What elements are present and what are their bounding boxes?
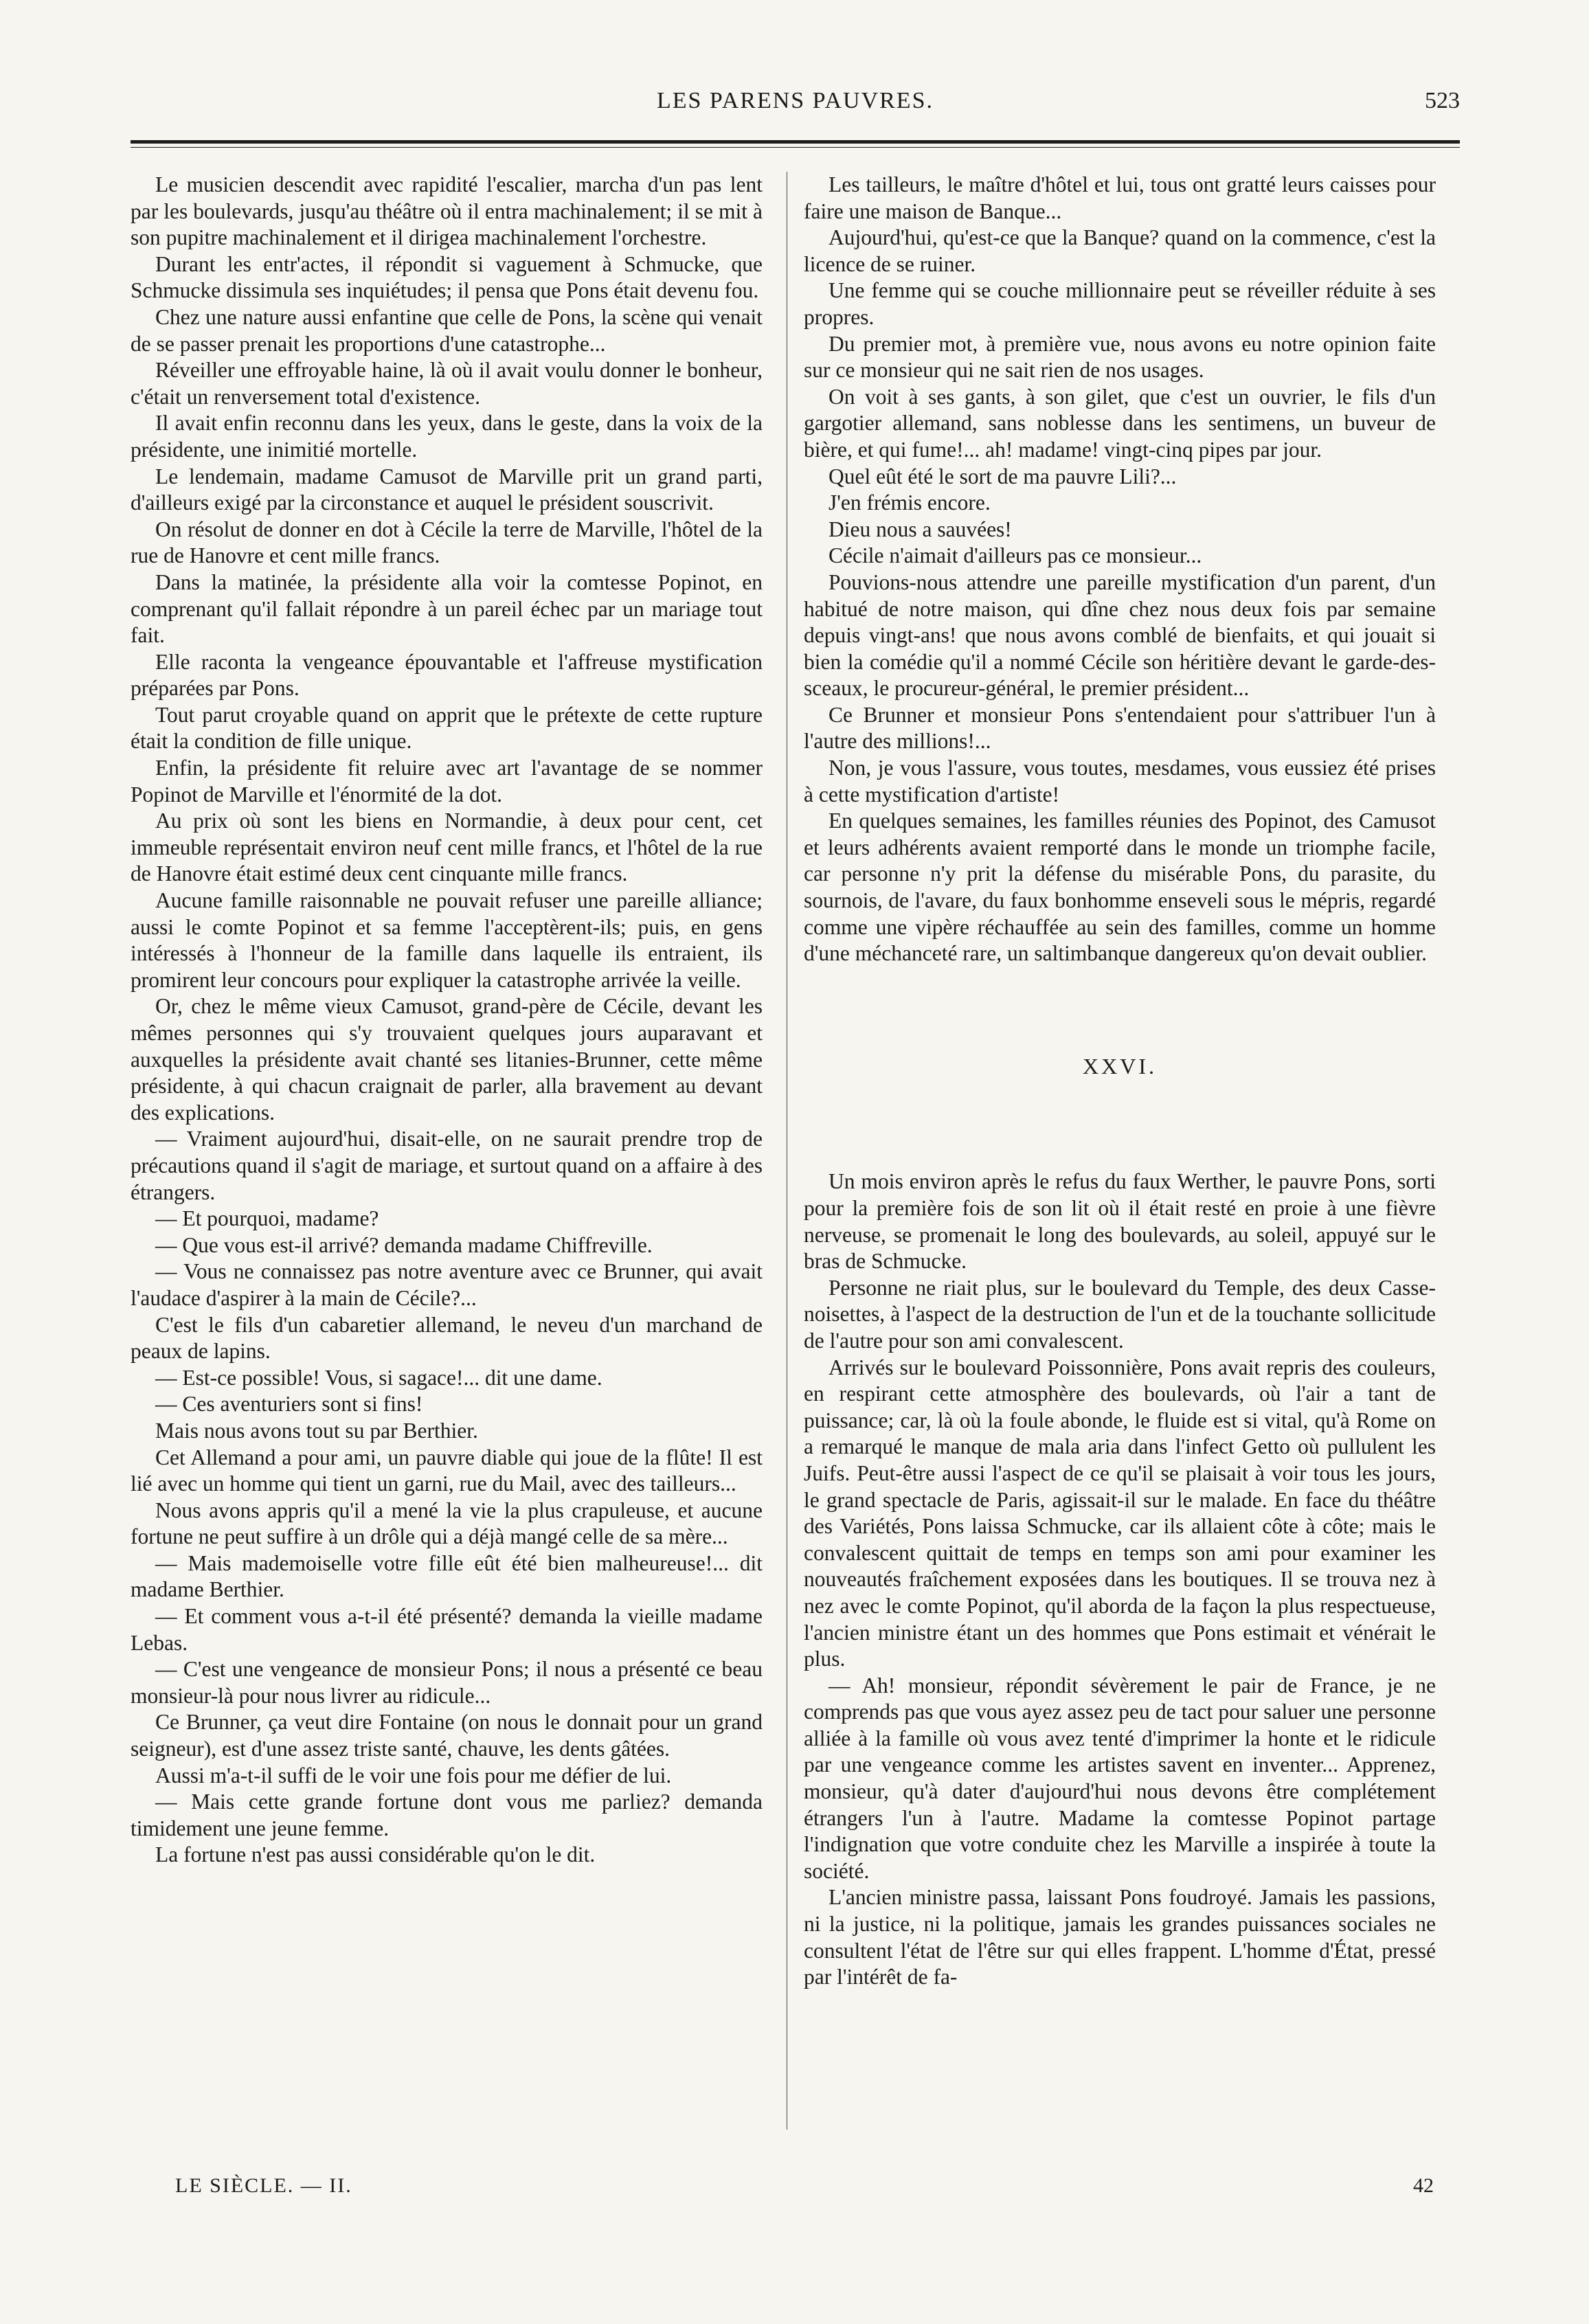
paragraph: Cécile n'aimait d'ailleurs pas ce monsieur...	[829, 543, 1202, 568]
chapter-heading: XXVI.	[1083, 1053, 1157, 1079]
paragraph: Dans la matinée, la présidente alla voir la comtesse Popinot, en comprenant qu'il fallait répondre à un pareil échec par un mariage tout fait.	[131, 569, 763, 648]
paragraph: Une femme qui se couche millionnaire peut se réveiller réduite à ses propres.	[804, 278, 1436, 329]
paragraph: Chez une nature aussi enfantine que celle de Pons, la scène qui venait de se passer prenait les proportions d'une catastrophe...	[131, 304, 763, 356]
paragraph: Pouvions-nous attendre une pareille mystification d'un parent, d'un habitué de notre maison, qui dîne chez nous deux fois par semaine depuis vingt-ans! que nous avons comblé de bienfaits, et qui jouait si bien la comédie qu'il a nommé Cécile son héritière devant le garde-des-sceaux, le procureur-général, le premier président...	[804, 569, 1436, 701]
paragraph: Au prix où sont les biens en Normandie, à deux pour cent, cet immeuble représentait environ neuf cent mille francs, et l'hôtel de la rue de Hanovre était estimé deux cent cinquante mille francs.	[131, 809, 763, 886]
right-column	[804, 172, 1436, 1991]
paragraph: — Mais cette grande fortune dont vous me parliez? demanda timidement une jeune femme.	[131, 1790, 763, 1840]
paragraph: Non, je vous l'assure, vous toutes, mesdames, vous eussiez été prises à cette mystification d'artiste!	[804, 756, 1436, 806]
page-header	[131, 88, 1460, 122]
paragraph: Aussi m'a-t-il suffi de le voir une fois pour me défier de lui.	[155, 1763, 672, 1787]
paragraph: Mais nous avons tout su par Berthier.	[155, 1418, 478, 1443]
paragraph: Arrivés sur le boulevard Poissonnière, Pons avait repris des couleurs, en respirant cette atmosphère des boulevards, où l'air a tant de puissance; car, là où la foule abonde, le fluide est si vital, qu'à Rome on a remarqué le manque de mala aria dans l'infect Getto où pullulent les Juifs. Peut-être aussi l'aspect de ce qu'il se plaisait à voir tous les jours, le grand spectacle de Paris, agissait-il sur le malade. En face du théâtre des Variétés, Pons laissa Schmucke, car ils allaient côte à côte; mais le convalescent quittait de temps en temps son ami pour examiner les nouveautés fraîchement exposées dans les boutiques. Il se trouva nez à nez avec le comte Popinot, qu'il aborda de la façon la plus respectueuse, l'ancien ministre étant un des hommes que Pons estimait et vénérait le plus.	[804, 1355, 1436, 1671]
header-rule	[131, 140, 1460, 144]
paragraph: Réveiller une effroyable haine, là où il avait voulu donner le bonheur, c'était un renversement total d'existence.	[131, 358, 763, 409]
paragraph: Aucune famille raisonnable ne pouvait refuser une pareille alliance; aussi le comte Popinot et sa femme l'acceptèrent-ils; puis, en gens intéressés à l'honneur de la famille dans laquelle ils entraient, ils promirent leur concours pour expliquer la catastrophe arrivée la veille.	[131, 888, 763, 992]
footer-signature: LE SIÈCLE. — II.	[175, 2174, 352, 2197]
running-title: LES PARENS PAUVRES.	[656, 88, 934, 113]
paragraph: Nous avons appris qu'il a mené la vie la plus crapuleuse, et aucune fortune ne peut suffire à un drôle qui a déjà mangé celle de sa mère...	[131, 1498, 763, 1549]
paragraph: Tout parut croyable quand on apprit que le prétexte de cette rupture était la condition de fille unique.	[131, 702, 763, 754]
paragraph: C'est le fils d'un cabaretier allemand, le neveu d'un marchand de peaux de lapins.	[131, 1312, 763, 1364]
paragraph: L'ancien ministre passa, laissant Pons foudroyé. Jamais les passions, ni la justice, ni la politique, jamais les grandes puissances sociales ne consultent l'état de l'être sur qui elles frappent. L'homme d'État, pressé par l'intérêt de fa-	[804, 1885, 1436, 1989]
paragraph: La fortune n'est pas aussi considérable qu'on le dit.	[155, 1842, 596, 1867]
left-column	[131, 172, 763, 1869]
page-number: 523	[1425, 88, 1460, 113]
paragraph: Personne ne riait plus, sur le boulevard du Temple, des deux Casse-noisettes, à l'aspect de la destruction de l'un et de la touchante sollicitude de l'autre pour son ami convalescent.	[804, 1275, 1436, 1353]
paragraph: — Ah! monsieur, répondit sévèrement le pair de France, je ne comprends pas que vous ayez assez peu de tact pour saluer une personne alliée à la famille où vous avez tenté d'imprimer la honte et le ridicule par une vengeance comme les artistes savent en inventer... Apprenez, monsieur, qu'à dater d'aujourd'hui nous devons être complétement étrangers l'un à l'autre. Madame la comtesse Popinot partage l'indignation que votre conduite chez les Marville a inspirée à toute la société.	[804, 1673, 1436, 1883]
paragraph: Du premier mot, à première vue, nous avons eu notre opinion faite sur ce monsieur qui ne sait rien de nos usages.	[804, 331, 1436, 383]
paragraph: Elle raconta la vengeance épouvantable et l'affreuse mystification préparées par Pons.	[131, 649, 763, 701]
paragraph: On résolut de donner en dot à Cécile la terre de Marville, l'hôtel de la rue de Hanovre et cent mille francs.	[131, 517, 763, 568]
paragraph: J'en frémis encore.	[829, 490, 991, 515]
paragraph: — Et comment vous a-t-il été présenté? demanda la vieille madame Lebas.	[131, 1604, 763, 1655]
paragraph: — Et pourquoi, madame?	[155, 1206, 379, 1231]
page-footer	[131, 2174, 1460, 2205]
paragraph: Or, chez le même vieux Camusot, grand-père de Cécile, devant les mêmes personnes qui s'y trouvaient quelques jours auparavant et auxquelles la présidente avait chanté ses litanies-Brunner, cette même présidente, à qui chacun craignait de parler, alla bravement au devant des explications.	[131, 994, 763, 1125]
paragraph: — Que vous est-il arrivé? demanda madame Chiffreville.	[155, 1232, 653, 1257]
paragraph: Ce Brunner, ça veut dire Fontaine (on nous le donnait pour un grand seigneur), est d'une assez triste santé, chauve, les dents gâtées.	[131, 1710, 763, 1761]
paragraph: — Vous ne connaissez pas notre aventure avec ce Brunner, qui avait l'audace d'aspirer à la main de Cécile?...	[131, 1259, 763, 1310]
header-rule-thin	[131, 147, 1460, 148]
paragraph: Durant les entr'actes, il répondit si vaguement à Schmucke, que Schmucke dissimula ses inquiétudes; il pensa que Pons était devenu fou.	[131, 251, 763, 303]
paragraph: — Mais mademoiselle votre fille eût été bien malheureuse!... dit madame Berthier.	[131, 1550, 763, 1602]
paragraph: Les tailleurs, le maître d'hôtel et lui, tous ont gratté leurs caisses pour faire une maison de Banque...	[804, 172, 1436, 223]
paragraph: Le musicien descendit avec rapidité l'escalier, marcha d'un pas lent par les boulevards, jusqu'au théâtre où il entra machinalement; il se mit à son pupitre machinalement et il dirigea machinalement l'orchestre.	[131, 172, 763, 250]
paragraph: — Ces aventuriers sont si fins!	[155, 1392, 423, 1417]
paragraph: Dieu nous a sauvées!	[829, 517, 1012, 541]
paragraph: — C'est une vengeance de monsieur Pons; il nous a présenté ce beau monsieur-là pour nous livrer au ridicule...	[131, 1657, 763, 1708]
footer-sheet-number: 42	[1413, 2174, 1434, 2197]
paragraph: Quel eût été le sort de ma pauvre Lili?...	[829, 464, 1177, 488]
paragraph: — Est-ce possible! Vous, si sagace!... dit une dame.	[155, 1365, 602, 1390]
paragraph: En quelques semaines, les familles réunies des Popinot, des Camusot et leurs adhérents avaient remporté dans le monde un triomphe facile, car personne n'y prit la défense du misérable Pons, du parasite, du sournois, de l'avare, du faux bonhomme enseveli sous le mépris, regardé comme une vipère réchauffée au sein des familles, comme un homme d'une méchanceté rare, un saltimbanque dangereux qu'on devait oublier.	[804, 809, 1436, 966]
paragraph: On voit à ses gants, à son gilet, que c'est un ouvrier, le fils d'un gargotier allemand, sans noblesse dans les sentimens, un buveur de bière, et qui fume!... ah! madame! vingt-cinq pipes par jour.	[804, 384, 1436, 462]
paragraph: — Vraiment aujourd'hui, disait-elle, on ne saurait prendre trop de précautions quand il s'agit de mariage, et surtout quand on a affaire à des étrangers.	[131, 1127, 763, 1204]
paragraph: Aujourd'hui, qu'est-ce que la Banque? quand on la commence, c'est la licence de se ruiner.	[804, 225, 1436, 276]
paragraph: Il avait enfin reconnu dans les yeux, dans le geste, dans la voix de la présidente, une inimitié mortelle.	[131, 411, 763, 462]
paragraph: Enfin, la présidente fit reluire avec art l'avantage de se nommer Popinot de Marville et l'énormité de la dot.	[131, 756, 763, 806]
paragraph: Le lendemain, madame Camusot de Marville prit un grand parti, d'ailleurs exigé par la circonstance et auquel le président souscrivit.	[131, 464, 763, 515]
paragraph: Un mois environ après le refus du faux Werther, le pauvre Pons, sorti pour la première fois de son lit où il était resté en proie à une fièvre nerveuse, se promenait le long des boulevards, au soleil, appuyé sur le bras de Schmucke.	[804, 1169, 1436, 1274]
paragraph: Cet Allemand a pour ami, un pauvre diable qui joue de la flûte! Il est lié avec un homme qui tient un garni, rue du Mail, avec des tailleurs...	[131, 1445, 763, 1496]
paragraph: Ce Brunner et monsieur Pons s'entendaient pour s'attribuer l'un à l'autre des millions!...	[804, 702, 1436, 754]
